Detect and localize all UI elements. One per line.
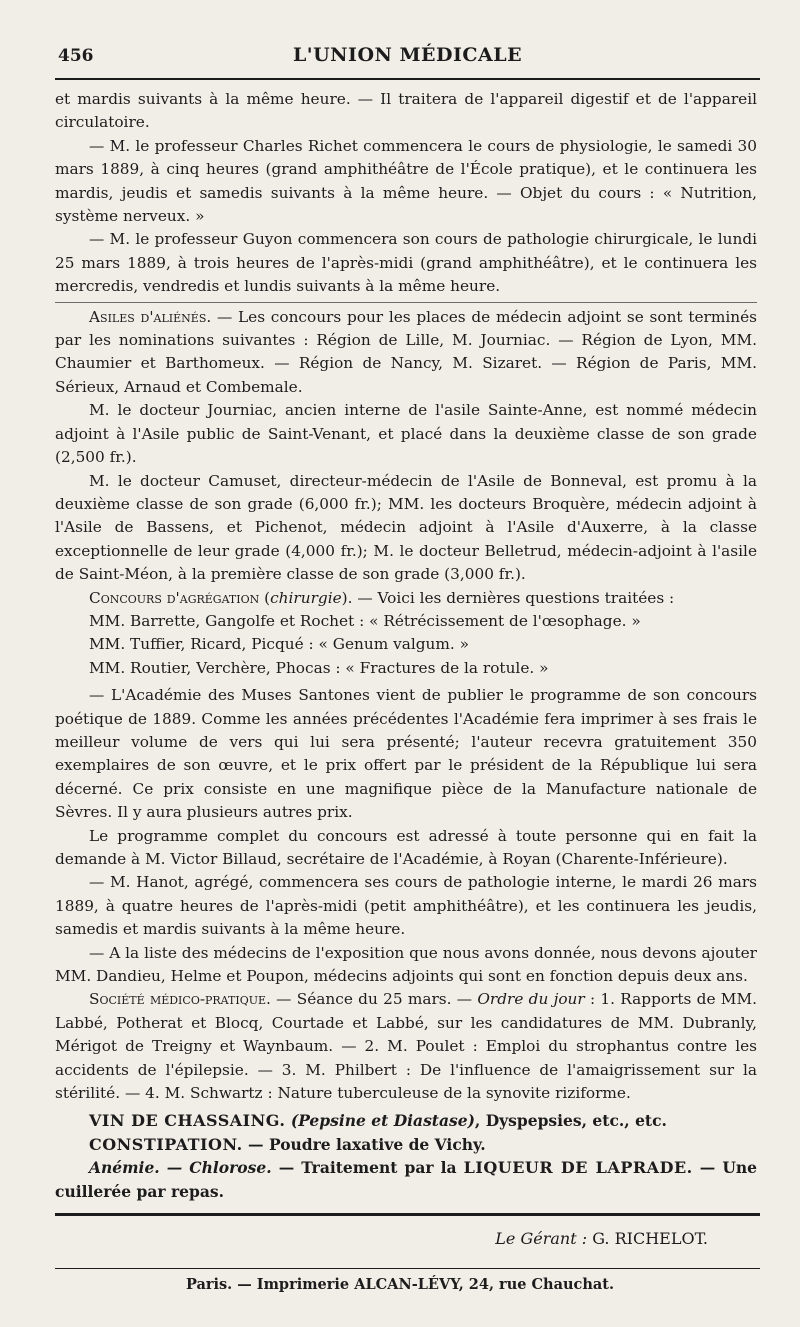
- ad1-rest: , Dyspepsies, etc., etc.: [474, 1111, 667, 1131]
- paragraph-richet: — M. le professeur Charles Richet commencera le cours de physiologie, le samedi 30 mars 1889, à cinq heures (grand amphithéâtre de l'École pratique), et le continuera les mardis, jeudis et samedis suivants à la même heure. — Objet du cours : « Nutrition, système nerveux. »: [55, 136, 757, 226]
- paragraph-hanot: — M. Hanot, agrégé, commencera ses cours de pathologie interne, le mardi 26 mars 1889, à quatre heures de l'après-midi (petit amphithéâtre), et les continuera les jeudis, samedis et mardis suivants à la même heure.: [55, 873, 757, 939]
- paragraph-continuation: et mardis suivants à la même heure. — Il traitera de l'appareil digestif et de l'appareil circulatoire.: [55, 90, 757, 132]
- concours-subtitle: chirurgie: [270, 588, 342, 607]
- paragraph-guyon: — M. le professeur Guyon commencera son cours de pathologie chirurgicale, le lundi 25 mars 1889, à trois heures de l'après-midi (grand amphithéâtre), et le continuera les mercredis, vendredis et lundis suivants à la même heure.: [55, 230, 757, 296]
- societe-title: Société médico-pratique.: [89, 990, 271, 1009]
- imprint-line: Paris. — Imprimerie ALCAN-LÉVY, 24, rue Chauchat.: [185, 1276, 615, 1293]
- concours-item: MM. Barrette, Gangolfe et Rochet : « Rétrécissement de l'œsophage. »: [89, 611, 641, 630]
- concours-lead: — Voici les dernières questions traitées :: [352, 588, 675, 607]
- asiles-text: — Les concours pour les places de médecin adjoint se sont terminés par les nominations suivantes : Région de Lille, M. Journiac. — Région de Lyon, MM. Chaumier et Barthomeux. — Région de Nancy, M. Sizaret. — Région de Paris, MM. Sérieux, Arnaud et Combemale.: [55, 307, 757, 396]
- page-number: 456: [58, 46, 94, 66]
- ad-vin-chassaing: [55, 1109, 757, 1132]
- paragraph-asiles: [55, 306, 757, 400]
- footer-rule-thin: [55, 1268, 760, 1269]
- ad-constipation: [55, 1133, 757, 1156]
- ad3-mid: — Traitement par la: [271, 1158, 464, 1178]
- ad2-name: CONSTIPATION.: [89, 1134, 243, 1154]
- ad1-paren: (Pepsine et Diastase): [290, 1111, 475, 1131]
- societe-text1: — Séance du 25 mars. —: [270, 990, 478, 1009]
- ad1-name: VIN DE CHASSAING.: [89, 1111, 286, 1131]
- ad-laprade: [55, 1156, 757, 1203]
- ad3-rest: — Une cuillerée par repas.: [55, 1158, 757, 1201]
- societe-text2: : 1. Rapports de MM. Labbé, Potherat et Blocq, Courtade et Labbé, sur les candidatures de MM. Dubranly, Mérigot de Treigny et Waynbaum. — 2. M. Poulet : Emploi du strophantus contre les accidents de l'épilepsie. — 3. M. Philbert : De l'influence de l'amaigrissement sur la stérilité. — 4. M. Schwartz : Nature tuberculeuse de la synovite riziforme.: [55, 990, 757, 1103]
- ad3-name: LIQUEUR DE LAPRADE.: [463, 1158, 693, 1178]
- page-header: [55, 40, 760, 74]
- header-rule: [55, 78, 760, 80]
- paragraph-exposition: — A la liste des médecins de l'exposition que nous avons donnée, nous devons ajouter MM. Dandieu, Helme et Poupon, médecins adjoints qui sont en fonction depuis deux ans.: [55, 943, 757, 986]
- concours-item: MM. Routier, Verchère, Phocas : « Fractures de la rotule. »: [89, 658, 549, 677]
- running-title: L'UNION MÉDICALE: [292, 44, 523, 66]
- asiles-title: Asiles d'aliénés.: [89, 307, 212, 326]
- concours-title: Concours d'agrégation: [89, 588, 260, 607]
- paragraph-journiac: M. le docteur Journiac, ancien interne de l'asile Sainte-Anne, est nommé médecin adjoint à l'Asile public de Saint-Venant, et placé dans la deuxième classe de son grade (2,500 fr.).: [55, 401, 757, 467]
- gerant-line: [495, 1229, 708, 1248]
- paragraph-programme: Le programme complet du concours est adressé à toute personne qui en fait la demande à M. Victor Billaud, secrétaire de l'Académie, à Royan (Charente-Inférieure).: [55, 826, 757, 868]
- article-body: [55, 88, 757, 1203]
- paragraph-societe: [55, 988, 757, 1105]
- ad2-rest: — Poudre laxative de Vichy.: [242, 1134, 486, 1154]
- section-divider: [55, 302, 757, 303]
- gerant-label: Le Gérant :: [495, 1229, 588, 1248]
- gerant-name: G. RICHELOT.: [592, 1229, 708, 1248]
- footer-rule-thick: [55, 1213, 760, 1216]
- concours-item: MM. Tuffier, Ricard, Picqué : « Genum valgum. »: [89, 635, 469, 654]
- paragraph-camuset: M. le docteur Camuset, directeur-médecin de l'Asile de Bonneval, est promu à la deuxième classe de son grade (6,000 fr.); MM. les docteurs Broquère, médecin adjoint à l'Asile de Bassens, et Pichenot, médecin adjoint à l'Asile d'Auxerre, à la classe exceptionnelle de leur grade (4,000 fr.); M. le docteur Belletrud, médecin-adjoint à l'asile de Saint-Méon, à la première classe de son grade (3,000 fr.).: [55, 471, 757, 584]
- paragraph-concours: Concours d'agrégation (chirurgie). — Voici les dernières questions traitées :: [89, 588, 675, 607]
- paragraph-academie: — L'Académie des Muses Santones vient de publier le programme de son concours poétique de 1889. Comme les années précédentes l'Académie fera imprimer à ses frais le meilleur volume de vers qui lui sera présenté; l'auteur recevra gratuitement 350 exemplaires de son œuvre, et le prix offert par le président de la République lui sera décerné. Ce prix consiste en une magnifique pièce de la Manufacture nationale de Sèvres. Il y aura plusieurs autres prix.: [55, 686, 757, 822]
- ad3-lead: Anémie. — Chlorose.: [89, 1158, 272, 1178]
- societe-odj: Ordre du jour: [477, 990, 585, 1009]
